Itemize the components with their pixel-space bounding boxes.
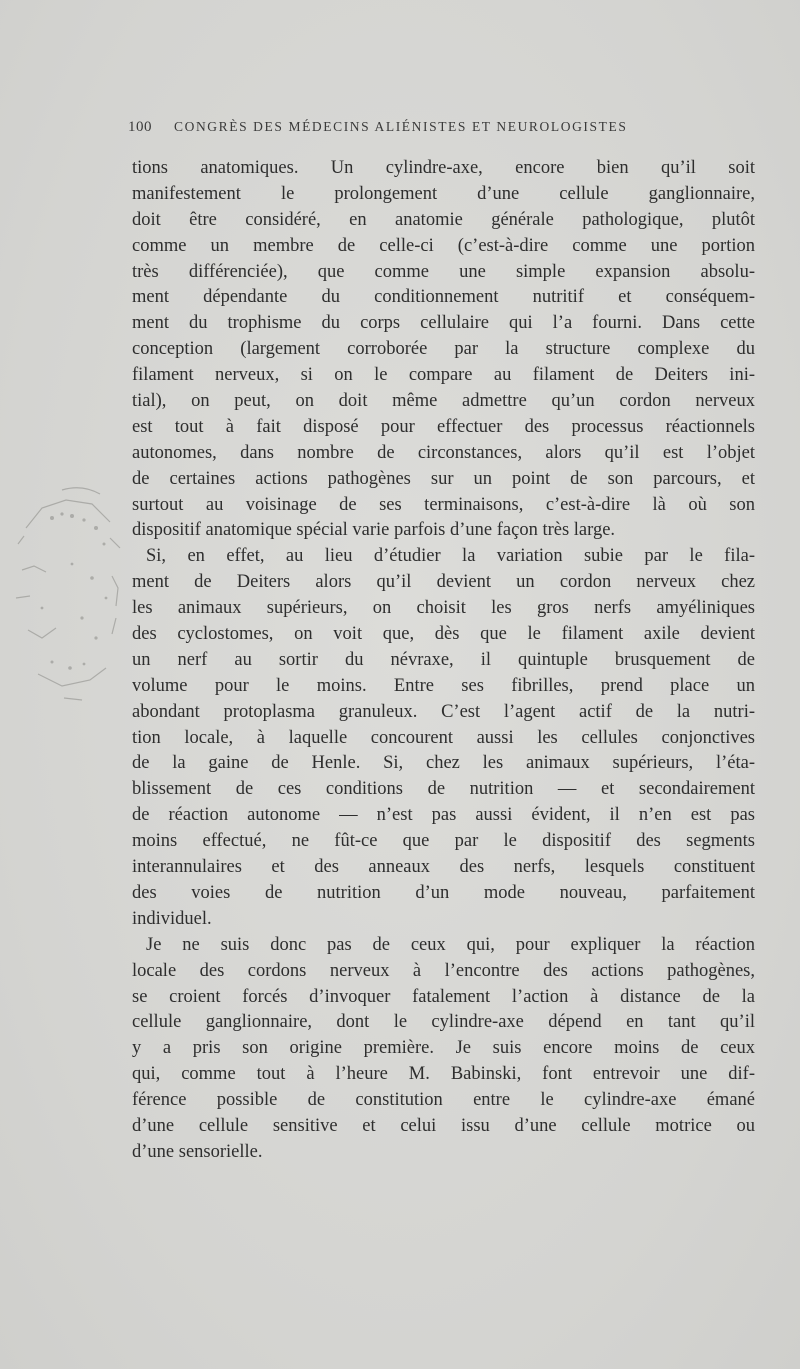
text-line: ment de Deiters alors qu’il devient un cordon nerveux chez [132,572,755,593]
text-line: interannulaires et des anneaux des nerfs, lesquels constituent [132,857,755,878]
text-line: les animaux supérieurs, on choisit les gros nerfs amyéliniques [132,598,755,619]
text-line: doit être considéré, en anatomie générale pathologique, plutôt [132,209,755,230]
text-line: tions anatomiques. Un cylindre-axe, encore bien qu’il soit [132,158,755,178]
text-line: de la gaine de Henle. Si, chez les animaux supérieurs, l’éta- [132,753,755,774]
text-line: tial), on peut, on doit même admettre qu’un cordon nerveux [132,391,755,412]
library-stamp-icon [12,478,130,718]
text-line: blissement de ces conditions de nutrition — et secondairement [132,779,755,800]
text-line: cellule ganglionnaire, dont le cylindre-axe dépend en tant qu’il [132,1012,755,1033]
text-line: dispositif anatomique spécial varie parfois d’une façon très large. [132,520,616,541]
text-line: des voies de nutrition d’un mode nouveau, parfaitement [132,882,755,903]
text-line: de réaction autonome — n’est pas aussi évident, il n’en est pas [132,805,755,826]
text-line: comme un membre de celle-ci (c’est-à-dire comme une portion [132,235,755,256]
text-line: qui, comme tout à l’heure M. Babinski, font entrevoir une dif- [132,1064,755,1085]
text-line: est tout à fait disposé pour effectuer des processus réactionnels [132,416,755,437]
text-line: tion locale, à laquelle concourent aussi les cellules conjonctives [132,727,755,748]
page-number: 100 [128,119,152,135]
text-line: surtout au voisinage de ses terminaisons, c’est-à-dire là où son [132,494,755,515]
text-line: conception (largement corroborée par la structure complexe du [132,339,755,360]
running-title: CONGRÈS DES MÉDECINS ALIÉNISTES ET NEUROLOGISTES [174,119,628,134]
text-line: volume pour le moins. Entre ses fibrilles, prend place un [132,675,755,696]
text-line: Je ne suis donc pas de ceux qui, pour expliquer la réaction [146,934,755,955]
text-line: ment dépendante du conditionnement nutritif et conséquem- [132,287,755,308]
text-line: moins effectué, ne fût-ce que par le dispositif des segments [132,831,755,852]
text-line: des cyclostomes, on voit que, dès que le filament axile devient [132,624,755,645]
text-line: férence possible de constitution entre le cylindre-axe émané [132,1090,755,1111]
text-line: locale des cordons nerveux à l’encontre des actions pathogènes, [132,960,755,981]
text-line: de certaines actions pathogènes sur un point de son parcours, et [132,468,755,489]
text-line: individuel. [132,908,212,929]
text-line: abondant protoplasma granuleux. C’est l’agent actif de la nutri- [132,701,755,722]
text-line: Si, en effet, au lieu d’étudier la variation subie par le fila- [146,546,755,567]
text-line: d’une sensorielle. [132,1141,263,1162]
text-line: y a pris son origine première. Je suis encore moins de ceux [132,1038,755,1059]
running-header [128,119,728,136]
text-line: d’une cellule sensitive et celui issu d’une cellule motrice ou [132,1115,755,1136]
body-text [132,156,755,1166]
text-line: manifestement le prolongement d’une cellule ganglionnaire, [132,183,755,204]
text-line: filament nerveux, si on le compare au filament de Deiters ini- [132,365,755,386]
text-line: se croient forcés d’invoquer fatalement l’action à distance de la [132,986,755,1007]
text-line: ment du trophisme du corps cellulaire qui l’a fourni. Dans cette [132,313,755,334]
text-line: un nerf au sortir du névraxe, il quintuple brusquement de [132,649,755,670]
text-line: très différenciée), que comme une simple expansion absolu- [132,261,755,282]
text-line: autonomes, dans nombre de circonstances, alors qu’il est l’objet [132,442,755,463]
